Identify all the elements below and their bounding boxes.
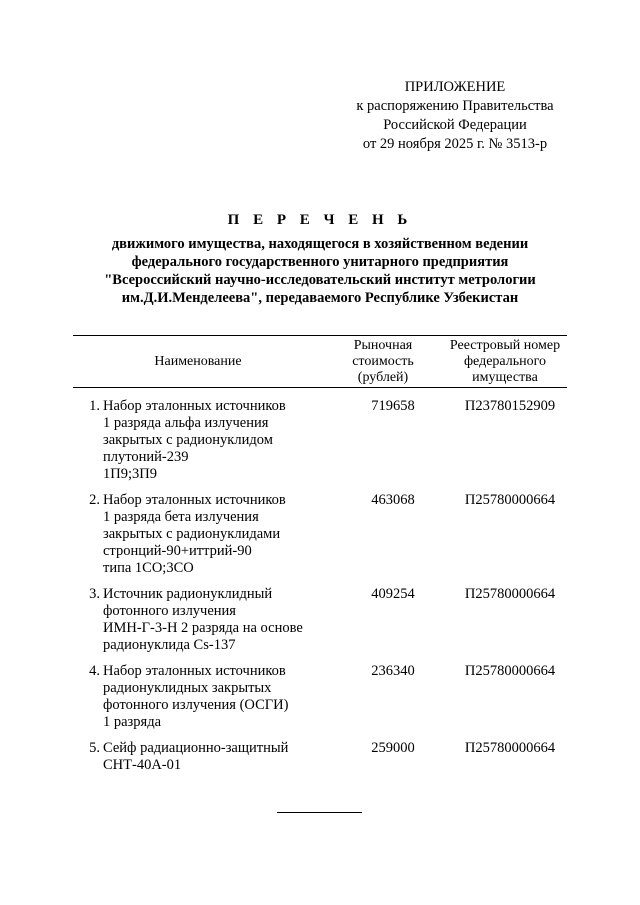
row-name-line: радионуклидных закрытых — [103, 680, 272, 696]
row-name-line: 1 разряда бета излучения — [103, 509, 259, 525]
row-name-line: Источник радионуклидный — [103, 586, 273, 602]
row-name-line: Набор эталонных источников — [103, 492, 286, 508]
row-name-line: фотонного излучения — [103, 603, 236, 619]
row-registry-number: П25780000664 — [464, 740, 556, 756]
header-price — [323, 338, 443, 386]
row-name-line: плутоний-239 — [103, 449, 189, 465]
row-name-line: типа 1СО;3СО — [103, 560, 194, 576]
row-name-line: СНТ-40А-01 — [103, 757, 182, 773]
row-number: 1. — [89, 398, 100, 414]
row-name-line: радионуклида Cs-137 — [103, 637, 236, 653]
subtitle-line-2: федерального государственного унитарного предприятия — [131, 254, 509, 270]
row-name-line: фотонного излучения (ОСГИ) — [103, 697, 289, 713]
row-price: 409254 — [371, 586, 415, 602]
row-name-line: ИМН-Г-3-Н 2 разряда на основе — [103, 620, 303, 636]
header-price-line: стоимость — [352, 354, 414, 369]
table-row — [73, 740, 567, 774]
row-number: 5. — [89, 740, 100, 756]
row-name — [103, 398, 338, 483]
row-number: 2. — [89, 492, 100, 508]
row-number: 4. — [89, 663, 100, 679]
header-name: Наименование — [154, 354, 242, 369]
row-registry-number: П25780000664 — [464, 586, 556, 602]
table-row — [73, 663, 567, 731]
document-subtitle — [60, 235, 580, 307]
end-divider — [277, 812, 362, 813]
row-name — [103, 740, 338, 774]
table-row — [73, 492, 567, 577]
row-price: 259000 — [371, 740, 415, 756]
row-price: 236340 — [371, 663, 415, 679]
row-name-line: стронций-90+иттрий-90 — [103, 543, 252, 559]
row-registry-number: П25780000664 — [464, 492, 556, 508]
row-name — [103, 492, 338, 577]
table-row — [73, 398, 567, 483]
row-registry-number: П23780152909 — [464, 398, 556, 414]
row-price: 719658 — [371, 398, 415, 414]
row-name-line: Набор эталонных источников — [103, 398, 286, 414]
attachment-header — [330, 78, 580, 154]
row-name-line: 1П9;3П9 — [103, 466, 157, 482]
row-registry-number: П25780000664 — [464, 663, 556, 679]
subtitle-line-3: "Всероссийский научно-исследовательский институт метрологии — [104, 272, 536, 288]
attachment-line-4: от 29 ноября 2025 г. № 3513-р — [362, 136, 548, 152]
row-name — [103, 663, 338, 731]
row-price: 463068 — [371, 492, 415, 508]
row-name-line: Набор эталонных источников — [103, 663, 286, 679]
table-row — [73, 586, 567, 654]
document-title: П Е Р Е Ч Е Н Ь — [227, 212, 413, 228]
attachment-line-2: к распоряжению Правительства — [356, 98, 554, 114]
header-price-line: Рыночная — [353, 338, 413, 353]
header-registry-line: Реестровый номер — [449, 338, 561, 353]
row-name-line: закрытых с радионуклидами — [103, 526, 281, 542]
table-header — [73, 335, 567, 388]
header-price-line: (рублей) — [357, 370, 409, 385]
row-number: 3. — [89, 586, 100, 602]
attachment-line-3: Российской Федерации — [383, 117, 527, 133]
attachment-line-1: ПРИЛОЖЕНИЕ — [404, 79, 506, 95]
row-name-line: 1 разряда — [103, 714, 162, 730]
row-name — [103, 586, 338, 654]
row-name-line: 1 разряда альфа излучения — [103, 415, 269, 431]
table-body — [73, 398, 567, 783]
subtitle-line-1: движимого имущества, находящегося в хозяйственном ведении — [111, 236, 529, 252]
subtitle-line-4: им.Д.И.Менделеева", передаваемого Республике Узбекистан — [121, 290, 519, 306]
header-registry-line: имущества — [472, 370, 538, 385]
header-registry-line: федерального — [463, 354, 547, 369]
header-registry — [443, 338, 567, 386]
row-name-line: Сейф радиационно-защитный — [103, 740, 289, 756]
row-name-line: закрытых с радионуклидом — [103, 432, 273, 448]
